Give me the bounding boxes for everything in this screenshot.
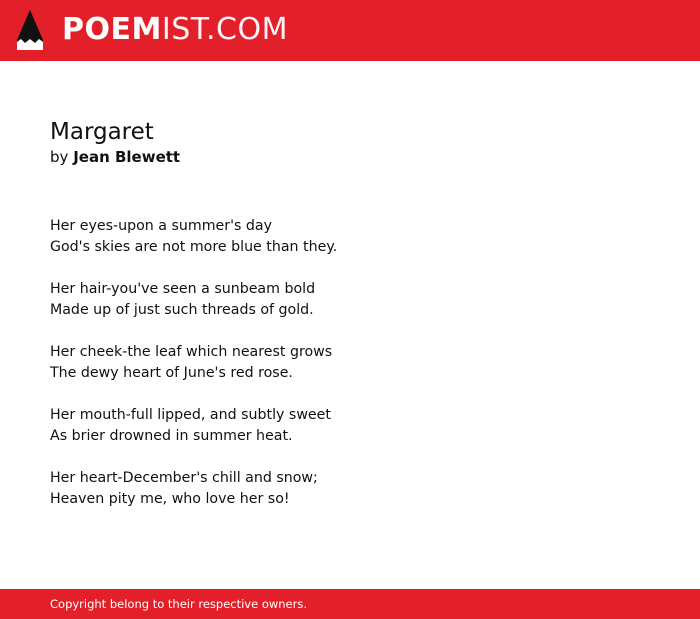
stanza (50, 468, 650, 510)
poem-line: Her hair-you've seen a sunbeam bold (50, 281, 316, 297)
stanza (50, 279, 650, 321)
stanza (50, 405, 650, 447)
site-header (0, 0, 700, 61)
logo-light-text: IST.COM (161, 12, 288, 47)
poem-byline (50, 146, 650, 168)
pencil-tip-icon[interactable] (17, 10, 43, 50)
poem-content (50, 118, 650, 531)
poem-line: As brier drowned in summer heat. (50, 428, 293, 444)
logo-bold-text: POEM (62, 12, 162, 47)
poem-line: Heaven pity me, who love her so! (50, 491, 290, 507)
poem-line: God's skies are not more blue than they. (50, 239, 338, 255)
poem-line: Her eyes-upon a summer's day (50, 218, 272, 234)
poem-line: Her cheek-the leaf which nearest grows (50, 344, 333, 360)
site-logo[interactable] (62, 13, 288, 47)
poem-author: Jean Blewett (73, 148, 181, 166)
poem-title: Margaret (50, 119, 154, 145)
stanza (50, 216, 650, 258)
poem-line: The dewy heart of June's red rose. (50, 365, 293, 381)
poem-line: Her mouth-full lipped, and subtly sweet (50, 407, 331, 423)
stanza (50, 342, 650, 384)
by-label: by (50, 148, 69, 166)
poem-line: Made up of just such threads of gold. (50, 302, 314, 318)
site-footer (0, 589, 700, 619)
copyright-text: Copyright belong to their respective owners. (50, 597, 308, 611)
poem-line: Her heart-December's chill and snow; (50, 470, 318, 486)
poem-body (50, 216, 650, 510)
